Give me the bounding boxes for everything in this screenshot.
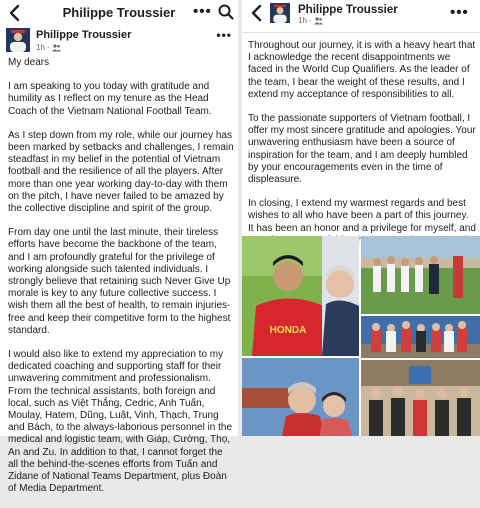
avatar[interactable] xyxy=(6,28,30,52)
divider xyxy=(242,32,480,33)
friends-icon xyxy=(314,17,323,25)
post-time: 1h xyxy=(36,43,45,52)
post-body xyxy=(8,57,234,508)
page-title: Philippe Troussier xyxy=(62,5,176,20)
jersey-text: HONDA xyxy=(269,325,307,336)
author-name[interactable]: Philippe Troussier xyxy=(298,4,398,16)
friends-icon xyxy=(52,44,61,52)
more-options-icon[interactable]: ••• xyxy=(450,4,469,21)
left-screen xyxy=(0,0,238,495)
photo-group[interactable] xyxy=(361,360,480,436)
paragraph: To the passionate supporters of Vietnam football, I offer my most sincere gratitude and apologies. Your unwavering enthusiasm have been a source of inspiration for the team, and I am deeply humbled by your encouragements even in the time of displeasure. xyxy=(248,113,476,186)
post-meta: 1h · xyxy=(36,43,61,52)
paragraph: As I step down from my role, while our journey has been marked by setbacks and challenges, I remain steadfast in my belief in the potential of Vietnam football and the resilience of all the players. After more than one year working day-to-day with them on the pitch, I have never failed to be amazed by the collective discipline and spirit of the group. xyxy=(8,129,234,215)
paragraph: I am speaking to you today with gratitude and humility as I reflect on my tenure as the Head Coach of the Vietnam National Football Team. xyxy=(8,81,212,117)
right-screen xyxy=(242,0,480,436)
top-bar xyxy=(242,0,480,26)
avatar[interactable] xyxy=(270,3,290,23)
paragraph: Throughout our journey, it is with a heavy heart that I acknowledge the recent disappointments we faced in the World Cup Qualifiers. As the leader of the team, I bear the weight of these results, and I extend my acceptance of responsibilities to all. xyxy=(248,40,476,100)
search-icon[interactable] xyxy=(218,4,234,20)
author-name[interactable]: Philippe Troussier xyxy=(36,29,132,41)
more-options-icon[interactable]: ••• xyxy=(193,3,212,20)
paragraph: From day one until the last minute, their tireless efforts have become the backbone of the team, and I am profoundly grateful for the privilege of working alongside such talented individuals. I strongly believe that retaining such Never Give Up morale is key to any future collective success. I wish them all the best of health, to remain injuries-free and keep their competitive form to the highest standard. xyxy=(8,227,231,336)
post-options-icon[interactable]: ••• xyxy=(216,28,232,42)
paragraph: I would also like to extend my appreciation to my dedicated coaching and supporting staff for their unwavering commitment and professionalism. From the technical assistants, both foreign and local, such as Việt Thắng, Cedric, Anh Tuấn, Moulay, Hatem, Dũng, Luật, Vinh, Thạch, Trung and Bách, to the always-laborious personnel in the medical and logistic team, with Giáp, Cường, Thọ, An and Zu. In addition to that, I cannot forget the all the behind-the-scenes efforts from Tuấn and Zidane of National Teams Department, plus Đoàn of Media Department. xyxy=(8,349,233,495)
photo-selfie[interactable] xyxy=(242,358,359,436)
photo-fans[interactable] xyxy=(361,316,480,358)
paragraph: In closing, I extend my warmest regards and best wishes to all who have been a part of this journey. It has been an honor and a privilege for myself, and xyxy=(248,198,476,234)
post-meta: 1h · xyxy=(298,16,323,25)
top-bar xyxy=(0,0,238,26)
photo-player[interactable] xyxy=(242,236,359,356)
post-time: 1h xyxy=(298,16,307,25)
back-arrow-icon[interactable] xyxy=(248,3,266,23)
paragraph: My dears xyxy=(8,57,50,68)
photo-team-training[interactable] xyxy=(361,236,480,314)
